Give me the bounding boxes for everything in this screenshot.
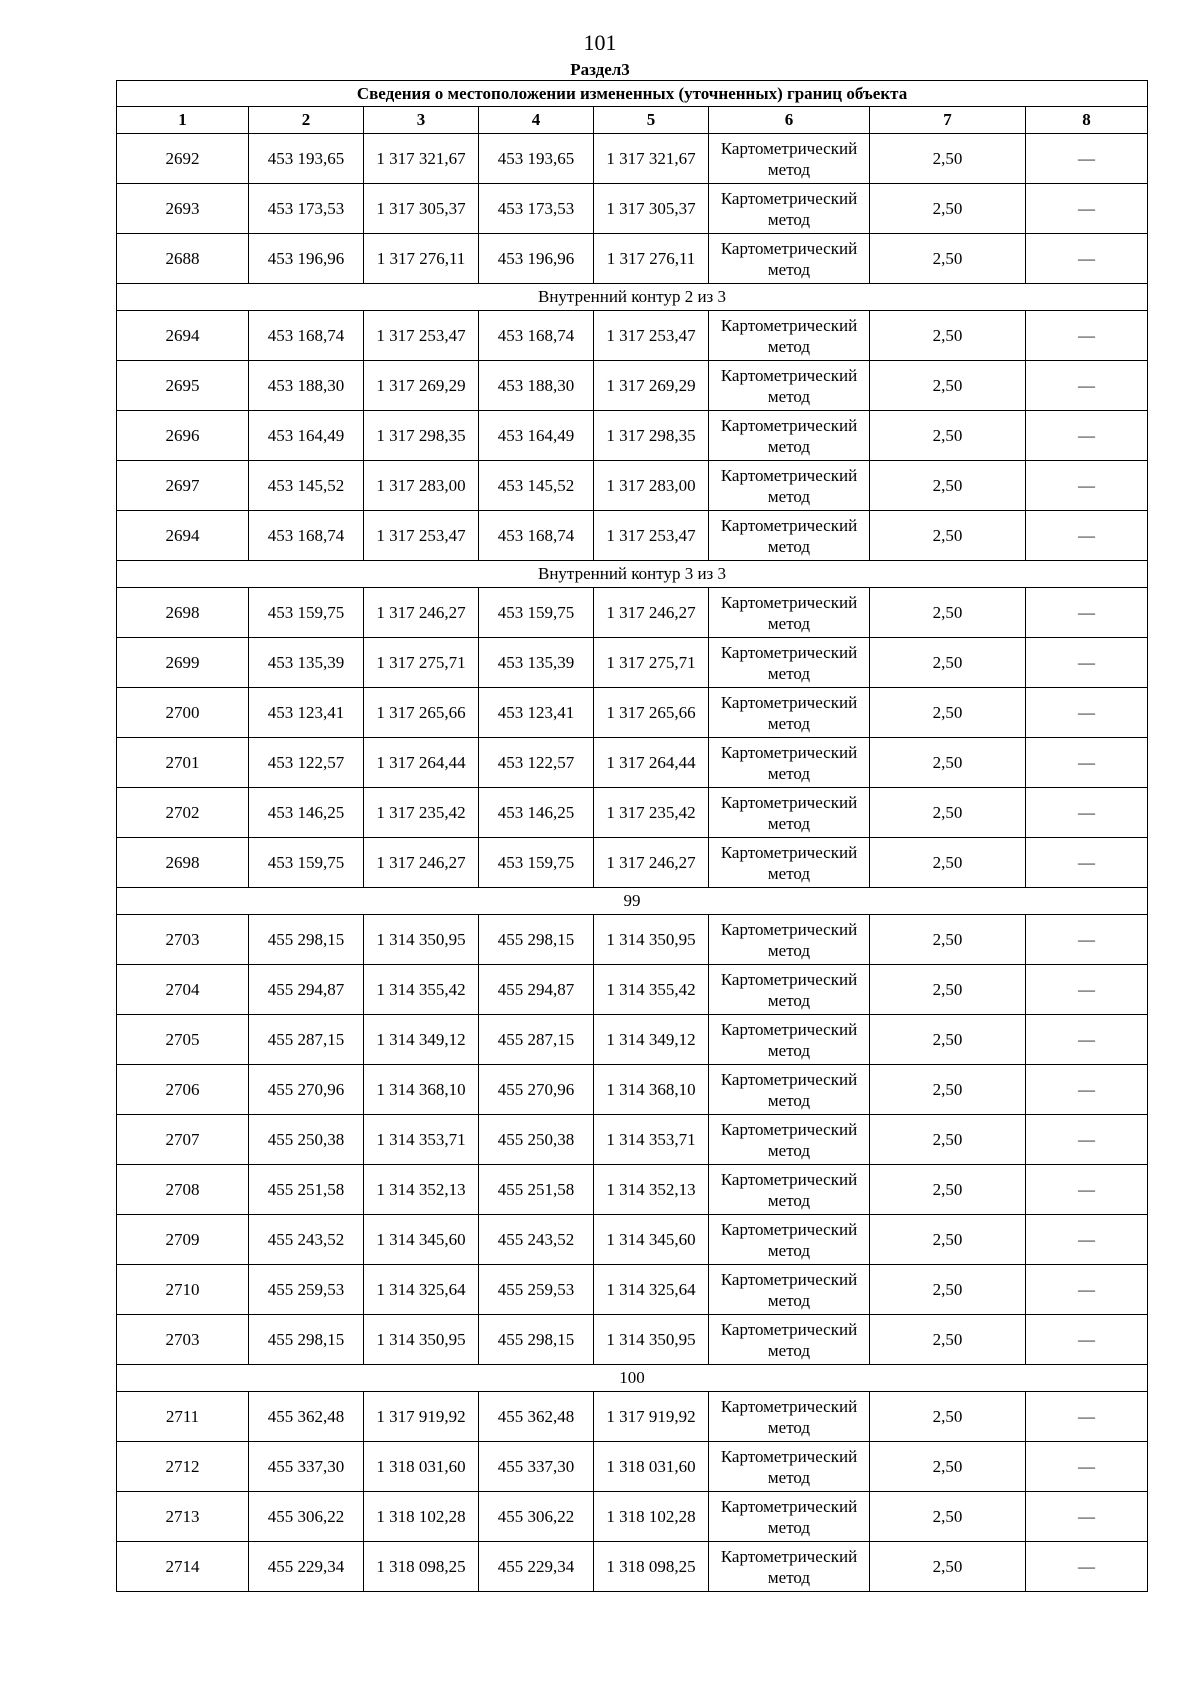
y-existing: 1 317 235,42 <box>364 788 479 838</box>
section-title: Раздел3 <box>570 60 630 79</box>
description-value: — <box>1026 588 1148 638</box>
description-value: — <box>1026 1492 1148 1542</box>
y-new: 1 314 368,10 <box>594 1065 709 1115</box>
table-row <box>117 1165 1148 1215</box>
determination-method: Картометрический метод <box>709 134 870 184</box>
description-value: — <box>1026 1442 1148 1492</box>
point-number: 2713 <box>117 1492 249 1542</box>
point-number: 2698 <box>117 838 249 888</box>
determination-method: Картометрический метод <box>709 738 870 788</box>
table-row <box>117 1265 1148 1315</box>
x-new: 453 159,75 <box>479 588 594 638</box>
y-existing: 1 314 349,12 <box>364 1015 479 1065</box>
x-existing: 455 250,38 <box>249 1115 364 1165</box>
precision-value: 2,50 <box>870 1065 1026 1115</box>
description-value: — <box>1026 1115 1148 1165</box>
point-number: 2697 <box>117 461 249 511</box>
description-value: — <box>1026 1065 1148 1115</box>
y-new: 1 314 353,71 <box>594 1115 709 1165</box>
determination-method: Картометрический метод <box>709 511 870 561</box>
column-number: 6 <box>709 107 870 134</box>
y-new: 1 317 253,47 <box>594 311 709 361</box>
y-existing: 1 314 325,64 <box>364 1265 479 1315</box>
precision-value: 2,50 <box>870 688 1026 738</box>
column-number: 1 <box>117 107 249 134</box>
x-existing: 453 196,96 <box>249 234 364 284</box>
table-row <box>117 838 1148 888</box>
x-new: 455 362,48 <box>479 1392 594 1442</box>
column-number: 7 <box>870 107 1026 134</box>
determination-method: Картометрический метод <box>709 311 870 361</box>
x-existing: 453 123,41 <box>249 688 364 738</box>
description-value: — <box>1026 411 1148 461</box>
y-existing: 1 317 283,00 <box>364 461 479 511</box>
contour-group-row <box>117 284 1148 311</box>
x-new: 453 122,57 <box>479 738 594 788</box>
description-value: — <box>1026 738 1148 788</box>
column-number: 2 <box>249 107 364 134</box>
determination-method: Картометрический метод <box>709 788 870 838</box>
precision-value: 2,50 <box>870 361 1026 411</box>
x-new: 453 123,41 <box>479 688 594 738</box>
description-value: — <box>1026 788 1148 838</box>
precision-value: 2,50 <box>870 311 1026 361</box>
column-number: 8 <box>1026 107 1148 134</box>
table-row <box>117 1215 1148 1265</box>
determination-method: Картометрический метод <box>709 638 870 688</box>
table-row <box>117 1392 1148 1442</box>
x-new: 453 146,25 <box>479 788 594 838</box>
precision-value: 2,50 <box>870 788 1026 838</box>
table-row <box>117 511 1148 561</box>
determination-method: Картометрический метод <box>709 1265 870 1315</box>
x-existing: 455 298,15 <box>249 915 364 965</box>
x-new: 455 251,58 <box>479 1165 594 1215</box>
x-new: 455 287,15 <box>479 1015 594 1065</box>
y-new: 1 317 321,67 <box>594 134 709 184</box>
y-existing: 1 314 352,13 <box>364 1165 479 1215</box>
x-new: 455 298,15 <box>479 915 594 965</box>
table-row <box>117 1115 1148 1165</box>
description-value: — <box>1026 184 1148 234</box>
table-caption-row <box>117 81 1148 107</box>
table-row <box>117 1065 1148 1115</box>
x-new: 455 294,87 <box>479 965 594 1015</box>
point-number: 2694 <box>117 311 249 361</box>
precision-value: 2,50 <box>870 965 1026 1015</box>
determination-method: Картометрический метод <box>709 411 870 461</box>
description-value: — <box>1026 915 1148 965</box>
precision-value: 2,50 <box>870 234 1026 284</box>
y-existing: 1 317 305,37 <box>364 184 479 234</box>
point-number: 2705 <box>117 1015 249 1065</box>
table-row <box>117 638 1148 688</box>
point-number: 2695 <box>117 361 249 411</box>
precision-value: 2,50 <box>870 738 1026 788</box>
x-existing: 453 168,74 <box>249 511 364 561</box>
table-row <box>117 915 1148 965</box>
x-existing: 453 164,49 <box>249 411 364 461</box>
description-value: — <box>1026 361 1148 411</box>
contour-group-label: 99 <box>117 888 1148 915</box>
x-existing: 455 251,58 <box>249 1165 364 1215</box>
determination-method: Картометрический метод <box>709 1015 870 1065</box>
y-existing: 1 317 265,66 <box>364 688 479 738</box>
description-value: — <box>1026 838 1148 888</box>
point-number: 2711 <box>117 1392 249 1442</box>
y-new: 1 314 355,42 <box>594 965 709 1015</box>
description-value: — <box>1026 1315 1148 1365</box>
precision-value: 2,50 <box>870 1265 1026 1315</box>
contour-group-row <box>117 1365 1148 1392</box>
y-existing: 1 317 253,47 <box>364 311 479 361</box>
page-number: 101 <box>583 30 617 55</box>
y-existing: 1 314 355,42 <box>364 965 479 1015</box>
y-existing: 1 317 276,11 <box>364 234 479 284</box>
x-new: 455 250,38 <box>479 1115 594 1165</box>
y-new: 1 317 246,27 <box>594 838 709 888</box>
y-existing: 1 314 353,71 <box>364 1115 479 1165</box>
description-value: — <box>1026 1265 1148 1315</box>
x-new: 453 159,75 <box>479 838 594 888</box>
x-existing: 453 145,52 <box>249 461 364 511</box>
y-new: 1 314 345,60 <box>594 1215 709 1265</box>
x-new: 453 193,65 <box>479 134 594 184</box>
table-row <box>117 1492 1148 1542</box>
table-row <box>117 588 1148 638</box>
y-existing: 1 317 298,35 <box>364 411 479 461</box>
precision-value: 2,50 <box>870 411 1026 461</box>
y-new: 1 317 305,37 <box>594 184 709 234</box>
point-number: 2712 <box>117 1442 249 1492</box>
x-new: 455 259,53 <box>479 1265 594 1315</box>
determination-method: Картометрический метод <box>709 361 870 411</box>
point-number: 2708 <box>117 1165 249 1215</box>
point-number: 2703 <box>117 1315 249 1365</box>
x-new: 453 164,49 <box>479 411 594 461</box>
x-existing: 455 337,30 <box>249 1442 364 1492</box>
coordinates-table <box>116 80 1148 1592</box>
precision-value: 2,50 <box>870 461 1026 511</box>
precision-value: 2,50 <box>870 915 1026 965</box>
description-value: — <box>1026 1542 1148 1592</box>
y-new: 1 318 102,28 <box>594 1492 709 1542</box>
y-new: 1 317 246,27 <box>594 588 709 638</box>
determination-method: Картометрический метод <box>709 1315 870 1365</box>
point-number: 2706 <box>117 1065 249 1115</box>
determination-method: Картометрический метод <box>709 588 870 638</box>
x-existing: 455 287,15 <box>249 1015 364 1065</box>
determination-method: Картометрический метод <box>709 838 870 888</box>
x-new: 455 298,15 <box>479 1315 594 1365</box>
table-row <box>117 234 1148 284</box>
x-new: 455 270,96 <box>479 1065 594 1115</box>
y-existing: 1 317 253,47 <box>364 511 479 561</box>
description-value: — <box>1026 1165 1148 1215</box>
determination-method: Картометрический метод <box>709 184 870 234</box>
precision-value: 2,50 <box>870 134 1026 184</box>
column-number-row <box>117 107 1148 134</box>
contour-group-row <box>117 561 1148 588</box>
point-number: 2710 <box>117 1265 249 1315</box>
table-row <box>117 1315 1148 1365</box>
x-new: 453 135,39 <box>479 638 594 688</box>
point-number: 2707 <box>117 1115 249 1165</box>
precision-value: 2,50 <box>870 1542 1026 1592</box>
y-new: 1 317 235,42 <box>594 788 709 838</box>
precision-value: 2,50 <box>870 1442 1026 1492</box>
determination-method: Картометрический метод <box>709 1215 870 1265</box>
x-new: 453 196,96 <box>479 234 594 284</box>
x-new: 455 306,22 <box>479 1492 594 1542</box>
description-value: — <box>1026 134 1148 184</box>
x-existing: 455 259,53 <box>249 1265 364 1315</box>
point-number: 2714 <box>117 1542 249 1592</box>
y-existing: 1 317 919,92 <box>364 1392 479 1442</box>
determination-method: Картометрический метод <box>709 234 870 284</box>
point-number: 2702 <box>117 788 249 838</box>
y-new: 1 317 298,35 <box>594 411 709 461</box>
x-new: 453 188,30 <box>479 361 594 411</box>
y-existing: 1 314 345,60 <box>364 1215 479 1265</box>
table-row <box>117 965 1148 1015</box>
x-existing: 453 193,65 <box>249 134 364 184</box>
y-new: 1 314 352,13 <box>594 1165 709 1215</box>
point-number: 2699 <box>117 638 249 688</box>
x-new: 455 337,30 <box>479 1442 594 1492</box>
determination-method: Картометрический метод <box>709 1165 870 1215</box>
determination-method: Картометрический метод <box>709 1442 870 1492</box>
y-existing: 1 314 350,95 <box>364 915 479 965</box>
precision-value: 2,50 <box>870 1115 1026 1165</box>
x-existing: 453 188,30 <box>249 361 364 411</box>
precision-value: 2,50 <box>870 511 1026 561</box>
y-existing: 1 314 350,95 <box>364 1315 479 1365</box>
x-new: 453 168,74 <box>479 311 594 361</box>
contour-group-row <box>117 888 1148 915</box>
precision-value: 2,50 <box>870 638 1026 688</box>
determination-method: Картометрический метод <box>709 688 870 738</box>
table-row <box>117 311 1148 361</box>
determination-method: Картометрический метод <box>709 461 870 511</box>
table-row <box>117 184 1148 234</box>
precision-value: 2,50 <box>870 1492 1026 1542</box>
table-row <box>117 1442 1148 1492</box>
y-existing: 1 317 264,44 <box>364 738 479 788</box>
determination-method: Картометрический метод <box>709 965 870 1015</box>
y-new: 1 317 283,00 <box>594 461 709 511</box>
table-body <box>117 81 1148 1592</box>
description-value: — <box>1026 1392 1148 1442</box>
x-existing: 453 159,75 <box>249 588 364 638</box>
x-new: 455 229,34 <box>479 1542 594 1592</box>
point-number: 2698 <box>117 588 249 638</box>
x-existing: 455 298,15 <box>249 1315 364 1365</box>
x-existing: 453 168,74 <box>249 311 364 361</box>
y-new: 1 317 269,29 <box>594 361 709 411</box>
table-caption: Сведения о местоположении измененных (уточненных) границ объекта <box>117 81 1148 107</box>
y-new: 1 317 265,66 <box>594 688 709 738</box>
y-new: 1 314 325,64 <box>594 1265 709 1315</box>
y-existing: 1 317 246,27 <box>364 588 479 638</box>
y-existing: 1 318 098,25 <box>364 1542 479 1592</box>
x-existing: 453 159,75 <box>249 838 364 888</box>
determination-method: Картометрический метод <box>709 1065 870 1115</box>
point-number: 2704 <box>117 965 249 1015</box>
table-row <box>117 411 1148 461</box>
x-existing: 455 229,34 <box>249 1542 364 1592</box>
x-existing: 453 173,53 <box>249 184 364 234</box>
column-number: 4 <box>479 107 594 134</box>
point-number: 2693 <box>117 184 249 234</box>
x-new: 453 145,52 <box>479 461 594 511</box>
x-existing: 453 122,57 <box>249 738 364 788</box>
column-number: 5 <box>594 107 709 134</box>
x-existing: 455 362,48 <box>249 1392 364 1442</box>
x-existing: 455 306,22 <box>249 1492 364 1542</box>
description-value: — <box>1026 688 1148 738</box>
description-value: — <box>1026 1215 1148 1265</box>
x-existing: 453 146,25 <box>249 788 364 838</box>
x-existing: 455 243,52 <box>249 1215 364 1265</box>
y-existing: 1 314 368,10 <box>364 1065 479 1115</box>
determination-method: Картометрический метод <box>709 1542 870 1592</box>
y-existing: 1 318 102,28 <box>364 1492 479 1542</box>
point-number: 2696 <box>117 411 249 461</box>
y-new: 1 318 098,25 <box>594 1542 709 1592</box>
precision-value: 2,50 <box>870 838 1026 888</box>
table-row <box>117 788 1148 838</box>
precision-value: 2,50 <box>870 1392 1026 1442</box>
point-number: 2694 <box>117 511 249 561</box>
table-row <box>117 688 1148 738</box>
table-row <box>117 738 1148 788</box>
contour-group-label: 100 <box>117 1365 1148 1392</box>
precision-value: 2,50 <box>870 1165 1026 1215</box>
description-value: — <box>1026 234 1148 284</box>
precision-value: 2,50 <box>870 1015 1026 1065</box>
y-new: 1 318 031,60 <box>594 1442 709 1492</box>
x-existing: 453 135,39 <box>249 638 364 688</box>
determination-method: Картометрический метод <box>709 1115 870 1165</box>
description-value: — <box>1026 965 1148 1015</box>
precision-value: 2,50 <box>870 588 1026 638</box>
y-existing: 1 317 246,27 <box>364 838 479 888</box>
y-new: 1 314 350,95 <box>594 1315 709 1365</box>
y-existing: 1 317 269,29 <box>364 361 479 411</box>
y-new: 1 317 919,92 <box>594 1392 709 1442</box>
contour-group-label: Внутренний контур 3 из 3 <box>117 561 1148 588</box>
x-existing: 455 270,96 <box>249 1065 364 1115</box>
y-existing: 1 317 321,67 <box>364 134 479 184</box>
point-number: 2688 <box>117 234 249 284</box>
table-row <box>117 461 1148 511</box>
y-new: 1 317 264,44 <box>594 738 709 788</box>
table-row <box>117 361 1148 411</box>
precision-value: 2,50 <box>870 1315 1026 1365</box>
point-number: 2709 <box>117 1215 249 1265</box>
description-value: — <box>1026 461 1148 511</box>
column-number: 3 <box>364 107 479 134</box>
precision-value: 2,50 <box>870 184 1026 234</box>
description-value: — <box>1026 638 1148 688</box>
determination-method: Картометрический метод <box>709 915 870 965</box>
y-new: 1 314 350,95 <box>594 915 709 965</box>
x-new: 455 243,52 <box>479 1215 594 1265</box>
contour-group-label: Внутренний контур 2 из 3 <box>117 284 1148 311</box>
point-number: 2703 <box>117 915 249 965</box>
point-number: 2692 <box>117 134 249 184</box>
y-new: 1 317 275,71 <box>594 638 709 688</box>
y-existing: 1 318 031,60 <box>364 1442 479 1492</box>
description-value: — <box>1026 511 1148 561</box>
precision-value: 2,50 <box>870 1215 1026 1265</box>
y-new: 1 317 253,47 <box>594 511 709 561</box>
x-existing: 455 294,87 <box>249 965 364 1015</box>
y-existing: 1 317 275,71 <box>364 638 479 688</box>
table-row <box>117 1015 1148 1065</box>
determination-method: Картометрический метод <box>709 1392 870 1442</box>
table-row <box>117 1542 1148 1592</box>
description-value: — <box>1026 1015 1148 1065</box>
point-number: 2701 <box>117 738 249 788</box>
y-new: 1 317 276,11 <box>594 234 709 284</box>
determination-method: Картометрический метод <box>709 1492 870 1542</box>
x-new: 453 173,53 <box>479 184 594 234</box>
table-row <box>117 134 1148 184</box>
y-new: 1 314 349,12 <box>594 1015 709 1065</box>
description-value: — <box>1026 311 1148 361</box>
point-number: 2700 <box>117 688 249 738</box>
x-new: 453 168,74 <box>479 511 594 561</box>
